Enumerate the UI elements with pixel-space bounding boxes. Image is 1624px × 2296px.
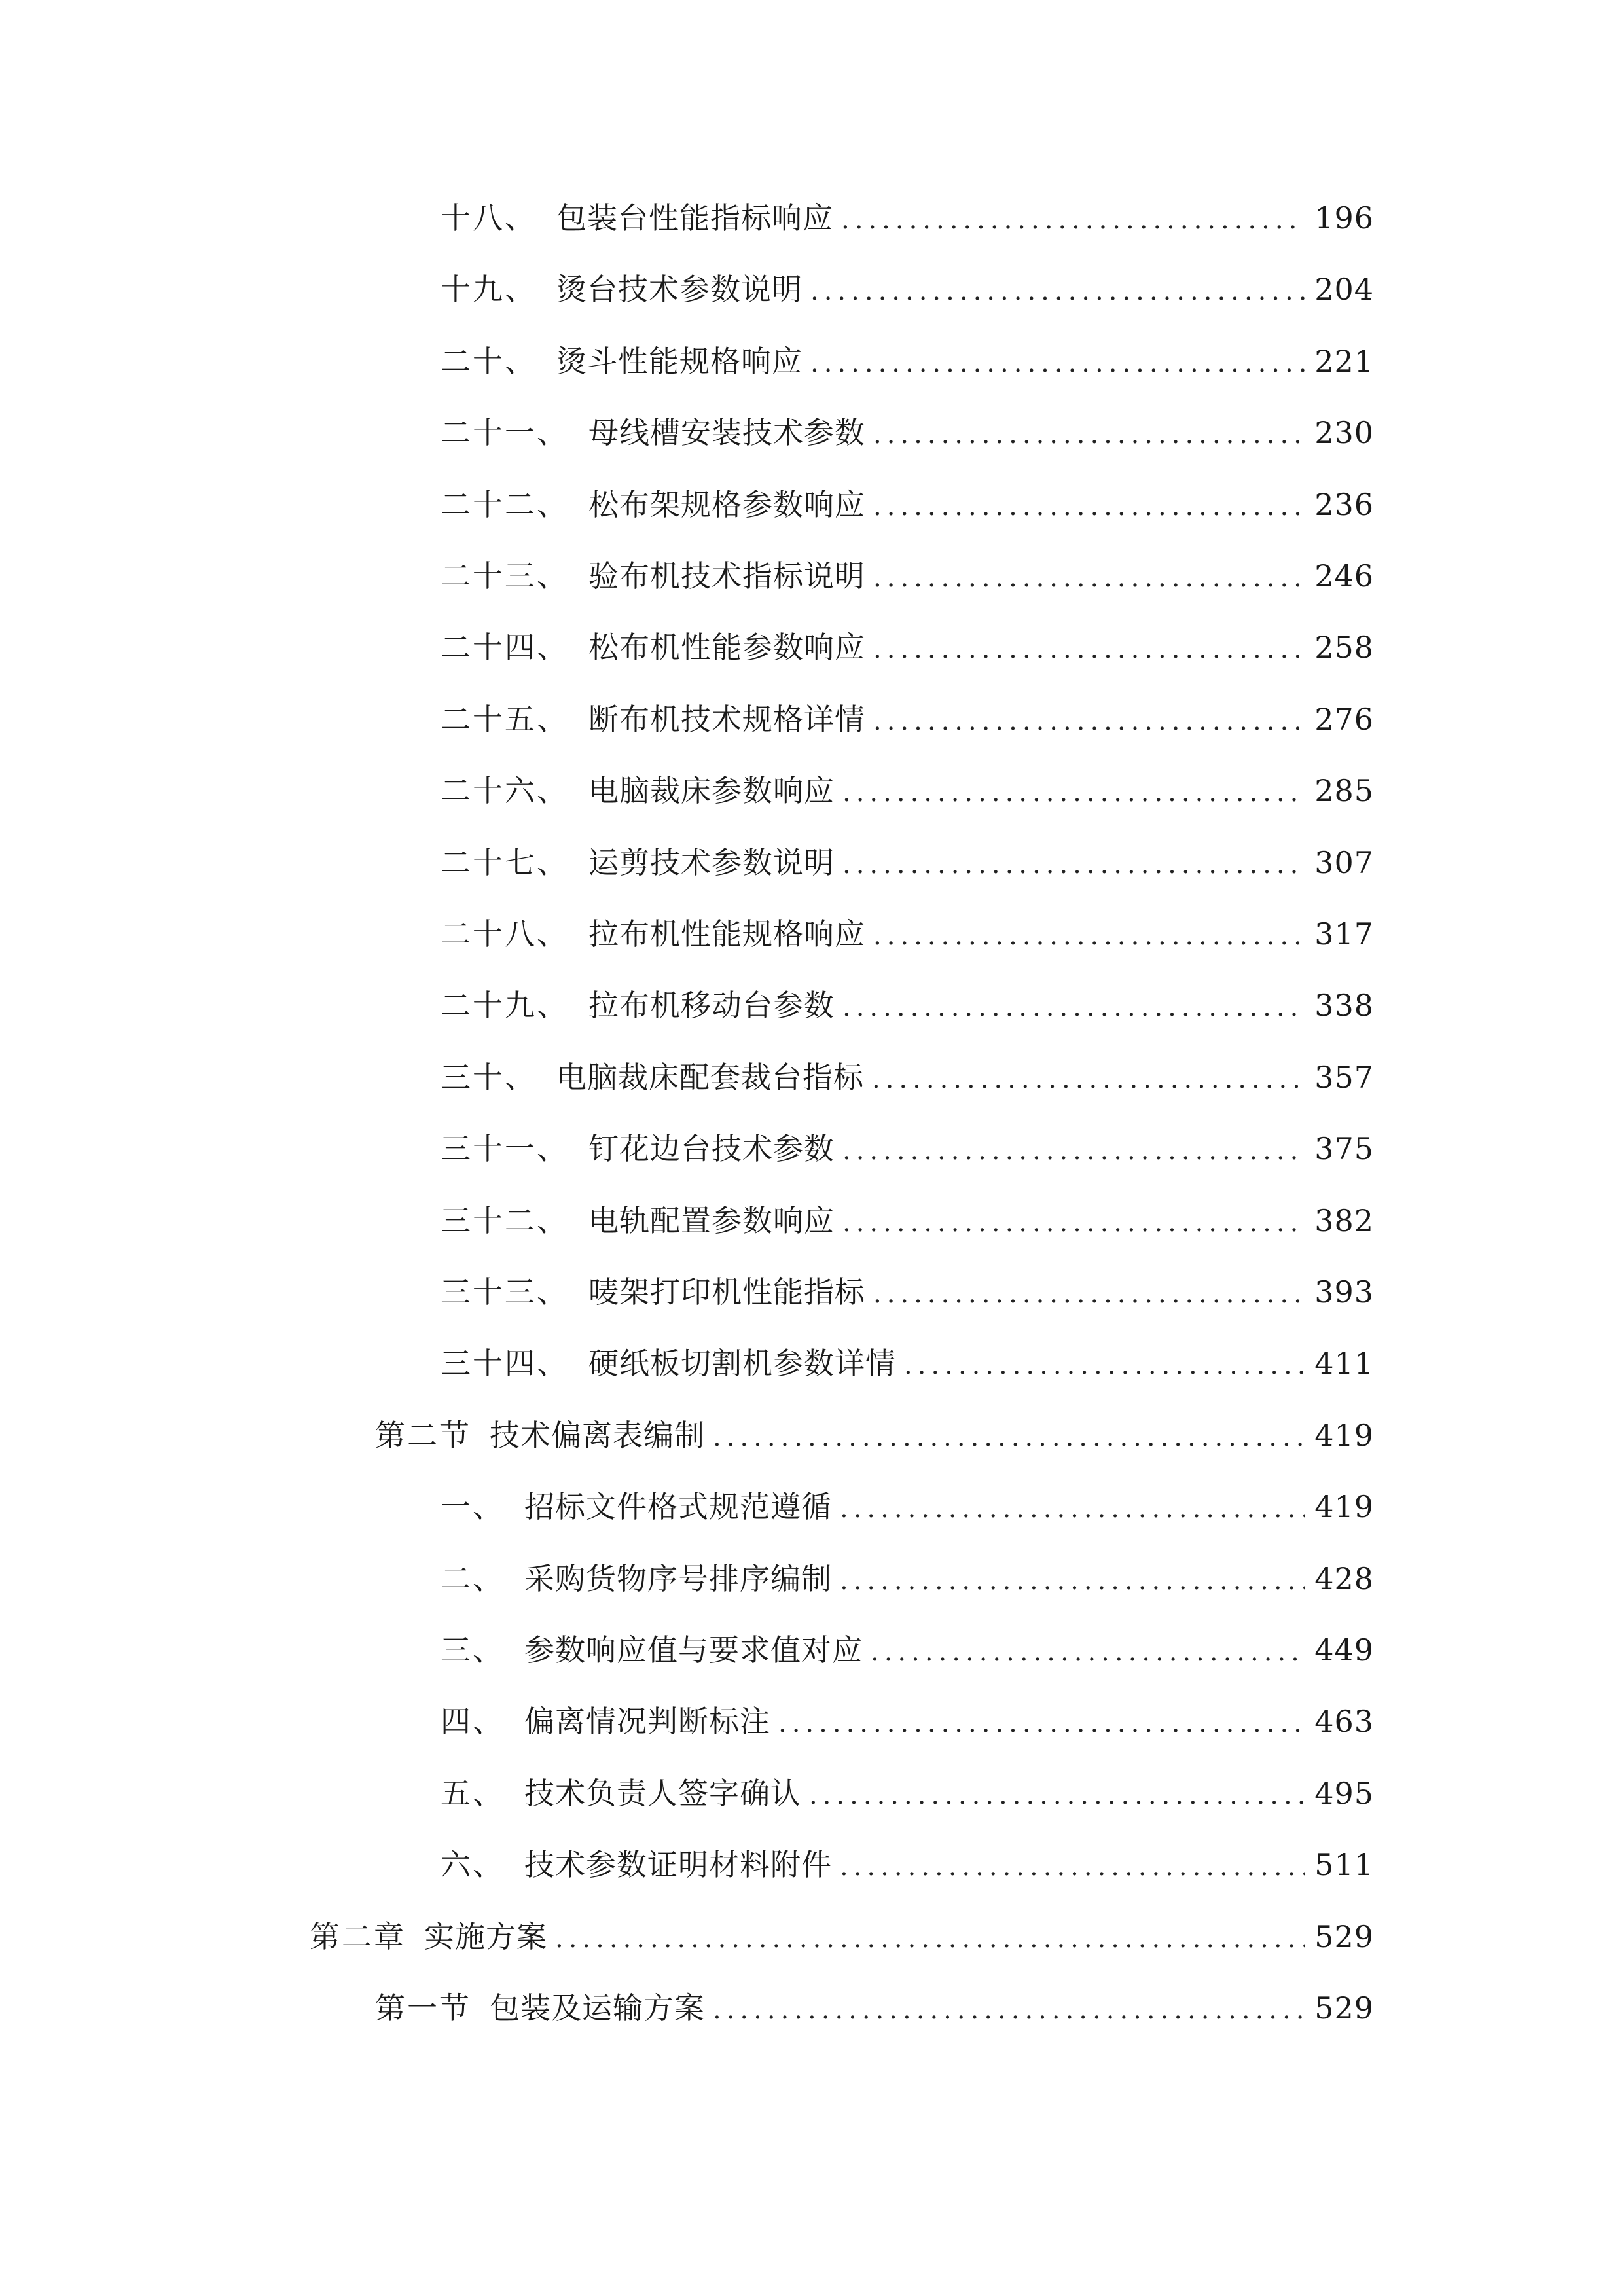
toc-entry[interactable] (441, 982, 1374, 1028)
toc-entry-section[interactable] (375, 1412, 1374, 1458)
toc-entry-number: 三十、 (441, 1060, 537, 1095)
toc-entry-page: 196 (1314, 200, 1374, 236)
toc-entry-number: 二十七、 (441, 845, 569, 880)
toc-dot-leader (842, 1200, 1305, 1246)
toc-entry[interactable] (441, 840, 1374, 886)
toc-dot-leader (841, 197, 1305, 243)
toc-entry[interactable] (441, 338, 1374, 384)
toc-entry-section[interactable] (375, 1985, 1374, 2031)
toc-entry[interactable] (441, 1198, 1374, 1244)
toc-entry-title: 松布机性能参数响应 (588, 630, 865, 665)
toc-entry-page: 230 (1314, 415, 1374, 450)
toc-entry[interactable] (441, 266, 1374, 312)
toc-dot-leader (842, 984, 1305, 1030)
toc-dot-leader (555, 1916, 1305, 1962)
toc-entry-title: 电轨配置参数响应 (588, 1203, 835, 1238)
toc-entry-number: 二十六、 (441, 773, 569, 808)
toc-dot-leader (842, 842, 1305, 888)
toc-entry-page: 357 (1314, 1060, 1374, 1095)
toc-entry-title: 母线槽安装技术参数 (588, 415, 865, 450)
toc-dot-leader (840, 1486, 1305, 1532)
toc-entry-title: 烫台技术参数说明 (556, 272, 803, 307)
toc-entry-number: 一、 (441, 1489, 505, 1524)
toc-entry[interactable] (441, 1126, 1374, 1172)
toc-dot-leader (872, 1056, 1305, 1102)
toc-dot-leader (842, 1128, 1305, 1174)
toc-entry[interactable] (441, 1842, 1374, 1888)
toc-entry-number: 二十九、 (441, 988, 569, 1023)
toc-entry-title: 运剪技术参数说明 (588, 845, 835, 880)
toc-entry-number: 第一节 (375, 1990, 471, 2026)
toc-entry-page: 221 (1314, 344, 1374, 379)
toc-entry-page: 529 (1314, 1990, 1374, 2026)
toc-entry-title: 实施方案 (424, 1919, 547, 1954)
toc-entry-page: 393 (1314, 1274, 1374, 1310)
toc-entry-number: 第二节 (375, 1418, 471, 1453)
toc-entry-number: 三十一、 (441, 1131, 569, 1166)
toc-entry-title: 偏离情况判断标注 (524, 1704, 770, 1739)
toc-dot-leader (873, 484, 1305, 529)
toc-entry-title: 钉花边台技术参数 (588, 1131, 835, 1166)
toc-entry-title: 技术负责人签字确认 (524, 1776, 801, 1811)
toc-entry-number: 五、 (441, 1776, 505, 1811)
toc-entry-page: 428 (1314, 1561, 1374, 1596)
toc-dot-leader (809, 1772, 1305, 1818)
toc-entry-page: 375 (1314, 1131, 1374, 1166)
toc-entry-number: 四、 (441, 1704, 505, 1739)
toc-entry-page: 382 (1314, 1203, 1374, 1238)
toc-entry[interactable] (441, 410, 1374, 456)
toc-entry[interactable] (441, 1484, 1374, 1530)
toc-entry-page: 529 (1314, 1919, 1374, 1954)
toc-dot-leader (840, 1844, 1305, 1890)
toc-dot-leader (810, 340, 1305, 386)
toc-dot-leader (873, 626, 1305, 672)
toc-entry[interactable] (441, 1054, 1374, 1100)
toc-entry-title: 技术偏离表编制 (490, 1418, 705, 1453)
toc-entry-number: 十八、 (441, 200, 537, 236)
toc-entry-page: 204 (1314, 272, 1374, 307)
toc-entry-number: 三十二、 (441, 1203, 569, 1238)
toc-entry-title: 电脑裁床参数响应 (588, 773, 835, 808)
toc-entry-page: 285 (1314, 773, 1374, 808)
toc-entry-title: 松布架规格参数响应 (588, 487, 865, 522)
toc-entry-number: 二、 (441, 1561, 505, 1596)
toc-dot-leader (873, 1271, 1305, 1317)
toc-dot-leader (713, 1414, 1305, 1460)
toc-entry[interactable] (441, 768, 1374, 814)
toc-entry[interactable] (441, 911, 1374, 957)
toc-entry[interactable] (441, 1770, 1374, 1816)
toc-dot-leader (873, 913, 1305, 959)
toc-entry-title: 拉布机移动台参数 (588, 988, 835, 1023)
toc-dot-leader (778, 1700, 1305, 1746)
toc-dot-leader (842, 770, 1305, 816)
toc-entry-page: 246 (1314, 558, 1374, 594)
toc-entry-page: 419 (1314, 1489, 1374, 1524)
toc-entry[interactable] (441, 1627, 1374, 1673)
toc-entry-title: 烫斗性能规格响应 (556, 344, 803, 379)
toc-entry[interactable] (441, 1340, 1374, 1386)
toc-entry[interactable] (441, 1556, 1374, 1602)
toc-entry[interactable] (441, 195, 1374, 241)
toc-entry-title: 断布机技术规格详情 (588, 702, 865, 737)
toc-entry-page: 511 (1314, 1847, 1374, 1882)
toc-entry-number: 三十四、 (441, 1346, 569, 1381)
toc-entry-number: 二十五、 (441, 702, 569, 737)
toc-entry-number: 二十、 (441, 344, 537, 379)
toc-entry-number: 二十三、 (441, 558, 569, 594)
toc-entry-number: 第二章 (310, 1919, 406, 1954)
toc-entry-title: 包装台性能指标响应 (556, 200, 833, 236)
toc-entry[interactable] (441, 553, 1374, 599)
toc-entry-title: 招标文件格式规范遵循 (524, 1489, 832, 1524)
toc-entry-page: 495 (1314, 1776, 1374, 1811)
toc-entry-page: 419 (1314, 1418, 1374, 1453)
toc-entry-page: 338 (1314, 988, 1374, 1023)
toc-entry-number: 三、 (441, 1632, 505, 1668)
toc-dot-leader (840, 1558, 1305, 1604)
toc-entry-page: 317 (1314, 916, 1374, 952)
toc-entry-number: 十九、 (441, 272, 537, 307)
toc-entry-title: 硬纸板切割机参数详情 (588, 1346, 896, 1381)
toc-entry-page: 463 (1314, 1704, 1374, 1739)
toc-entry-number: 六、 (441, 1847, 505, 1882)
toc-entry-title: 采购货物序号排序编制 (524, 1561, 832, 1596)
toc-entry-title: 电脑裁床配套裁台指标 (556, 1060, 864, 1095)
toc-entry-number: 二十一、 (441, 415, 569, 450)
toc-entry-title: 技术参数证明材料附件 (524, 1847, 832, 1882)
toc-entry[interactable] (441, 482, 1374, 528)
toc-entry-title: 验布机技术指标说明 (588, 558, 865, 594)
toc-entry[interactable] (441, 624, 1374, 670)
toc-entry-title: 拉布机性能规格响应 (588, 916, 865, 952)
toc-entry-page: 258 (1314, 630, 1374, 665)
toc-entry-title: 唛架打印机性能指标 (588, 1274, 865, 1310)
toc-dot-leader (871, 1629, 1305, 1675)
toc-dot-leader (873, 698, 1305, 744)
toc-entry-page: 411 (1314, 1346, 1374, 1381)
toc-entry-title: 包装及运输方案 (490, 1990, 705, 2026)
toc-entry-number: 二十四、 (441, 630, 569, 665)
toc-dot-leader (873, 412, 1305, 457)
toc-entry-number: 三十三、 (441, 1274, 569, 1310)
toc-entry[interactable] (441, 696, 1374, 742)
toc-entry-number: 二十二、 (441, 487, 569, 522)
toc-entry-page: 236 (1314, 487, 1374, 522)
toc-entry[interactable] (441, 1269, 1374, 1315)
toc-entry-page: 276 (1314, 702, 1374, 737)
toc-entry-chapter[interactable] (310, 1914, 1374, 1960)
toc-entry-page: 449 (1314, 1632, 1374, 1668)
toc-dot-leader (873, 555, 1305, 601)
toc-entry[interactable] (441, 1698, 1374, 1744)
toc-dot-leader (904, 1342, 1305, 1388)
toc-dot-leader (810, 268, 1305, 314)
toc-entry-page: 307 (1314, 845, 1374, 880)
toc-entry-number: 二十八、 (441, 916, 569, 952)
toc-dot-leader (713, 1987, 1305, 2033)
toc-entry-title: 参数响应值与要求值对应 (524, 1632, 863, 1668)
